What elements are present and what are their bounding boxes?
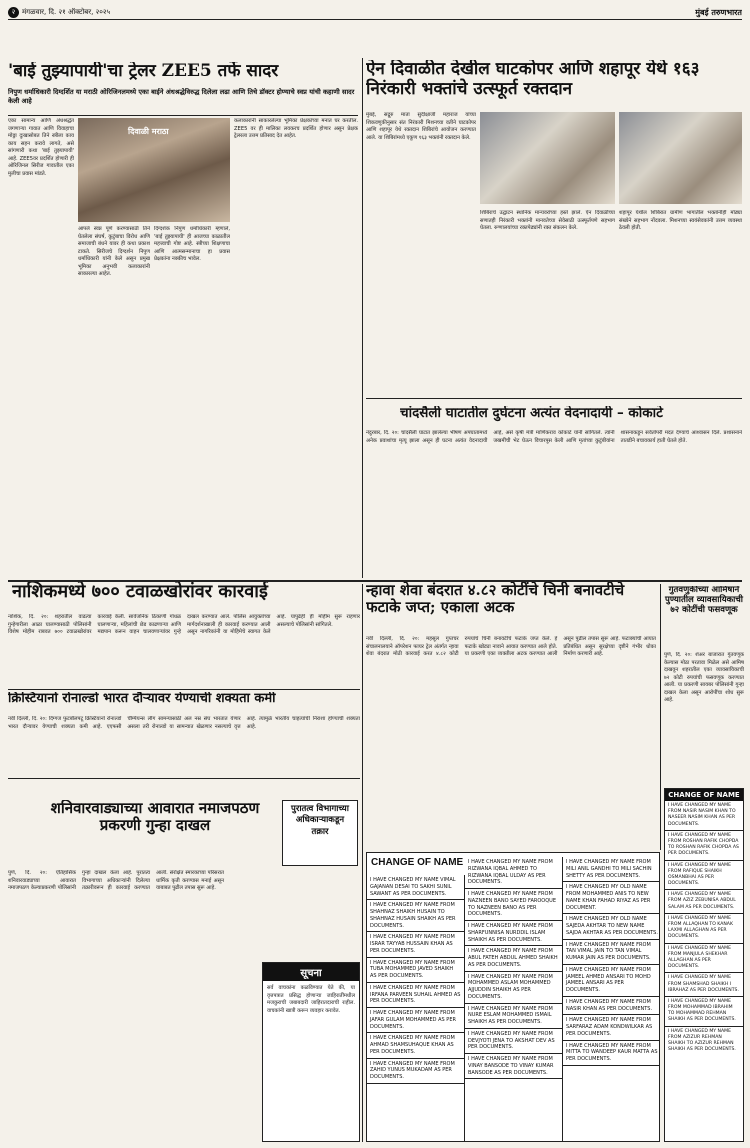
cn-item: I HAVE CHANGED MY OLD NAME SAJEDA AKHTAR TO NEW NAME SAJDA AKHTAR AS PER DOCUMENTS. (563, 914, 660, 939)
cn-main-title: CHANGE OF NAME (371, 857, 464, 868)
story3-body: नंदुरबार, दि. २०: चांदसैली घाटात झालेल्या भीषण अपघातामध्ये अनेक प्रवाशांचा मृत्यू झाला असून ही घटना अत्यंत वेदनादायी आहे, असे कृषी मंत्री माणिकराव कोकाटे यांनी सांगितले. त्यांनी जखमींची भेट घेऊन विचारपूस केली आणि मृतांच्या कुटुंबीयांना शासनाकडून सर्वतोपरी मदत देण्याचे आश्वासन दिले. प्रशासनाने तातडीने बचावकार्य हाती घेतले होते. (366, 430, 742, 444)
cn-item: I HAVE CHANGED MY NAME FROM MOHAMMED ASLAM MOHAMMED AJJUDDIN SHAIKH AS PER DOCUMENTS. (465, 972, 562, 1004)
masthead (8, 6, 742, 20)
cn-item: I HAVE CHANGED MY NAME FROM NASIR KHAN AS PER DOCUMENTS. (563, 997, 660, 1016)
notice-box (262, 962, 360, 1142)
story7-headline: शनिवारवाड्याच्या आवारात नमाजपठण प्रकरणी गुन्हा दाखल (50, 800, 260, 835)
cn-item: I HAVE CHANGED MY NAME FROM ABUL FATEH ABDUL AHMED SHAIKH AS PER DOCUMENTS. (465, 946, 562, 971)
notice-title: सूचना (263, 963, 359, 981)
cn-item: I HAVE CHANGED MY NAME FROM MILI ANIL GANDHI TO MILI SACHIN SHETTY AS PER DOCUMENTS. (563, 857, 660, 882)
cn-item: I HAVE CHANGED MY NAME FROM RIZWANA IQBAL AHMED TO RIZWANA IQBAL ULDAY AS PER DOCUMENTS. (465, 857, 562, 889)
cn-side-item: I HAVE CHANGED MY NAME FROM MOHAMMAD IBRAHIM TO MOHAMMAD REHMAN SHAIKH AS PER DOCUMENTS. (665, 997, 743, 1027)
story3-headline: चांदसैली घाटातील दुर्घटना अत्यंत वेदनादायी – कोकाटे (400, 406, 663, 421)
dateline-text: मंगळवार, दि. २१ ऑक्टोबर, २०२५ (22, 8, 111, 16)
story1-col3: दिग्दर्शक निपुण धर्माधिकारी म्हणाले, 'बाई तुझ्यापायी' ही आजच्या काळातील महत्त्वाची गोष्ट आहे. स्त्रीच्या शिक्षणाचा आणि आत्मसन्मानाचा हा प्रवास प्रेक्षकांना नक्कीच भावेल. (154, 226, 230, 263)
cn-item: I HAVE CHANGED MY NAME FROM DEVJYOTI JENA TO AKSHAT DEV AS PER DOCUMENTS. (465, 1029, 562, 1054)
story1-col4: कलाकारांनी साकारलेल्या भूमिका प्रेक्षकांच्या मनात घर करतील. ZEE5 वर ही मालिका लवकरच प्रदर्शित होणार असून प्रेक्षक ट्रेलरला उत्तम प्रतिसाद देत आहेत. (234, 118, 358, 140)
cn-side-item: I HAVE CHANGED MY NAME FROM AZIZUR REHMAN SHAIKH TO AZIZUR REHMAN SHAIKH AS PER DOCUMENTS. (668, 1028, 736, 1053)
cn-item: I HAVE CHANGED MY NAME FROM SHAHNAZ SHAIKH HUSAIN TO SHAHNAZ HUSAIN SHAIKH AS PER DOCUMENTS. (367, 900, 464, 932)
story2-rule (366, 398, 742, 399)
cn-col-1 (367, 875, 465, 1142)
cn-side-box (664, 788, 744, 1142)
cn-item: I HAVE CHANGED MY NAME FROM SARFARAZ ADAM KONDWILKAR AS PER DOCUMENTS. (563, 1015, 660, 1040)
cn-item: I HAVE CHANGED MY NAME FROM JAFAR GULAM MOHAMMED AS PER DOCUMENTS. (367, 1008, 464, 1033)
cn-side-item: I HAVE CHANGED MY NAME FROM NASIR NASIM KHAN TO NASEER NASIM KHAN AS PER DOCUMENTS. (665, 801, 743, 831)
cn-item: I HAVE CHANGED MY NAME FROM JAMEEL AHMED ANSARI TO MOHD JAMEEL ANSARI AS PER DOCUMENTS. (563, 965, 660, 997)
cn-item: I HAVE CHANGED MY NAME FROM MITTA TO WANDEEP KAUR MATTA AS PER DOCUMENTS. (563, 1041, 660, 1066)
story7-inset: पुरातत्व विभागाच्या अधिकाऱ्याकडून तक्रार (282, 800, 358, 866)
story2-headline: ऐन दिवाळीत देखील घाटकोपर आणि शहापूर येथे १६३ निरंकारी भक्तांचे उत्स्फूर्त रक्तदान (366, 60, 700, 99)
story6-body: नवी दिल्ली, दि. २०: दिग्गज फुटबॉलपटू क्रिस्टियानो रोनाल्डो भारत दौऱ्यावर येण्याची शक्यता कमी आहे. एएफसी चॅम्पियन्स लीग सामन्यासाठी अल नस्र संघ भारतात येणार असला तरी रोनाल्डो या सामन्यात खेळणार नसल्याचे वृत्त आहे. त्यामुळे भारतीय चाहत्यांची निराशा होण्याची शक्यता आहे. (8, 716, 360, 730)
story8-body: पुणे, दि. २०: शेअर बाजारात गुंतवणूक केल्यास मोठा परतावा मिळेल असे आमिष दाखवून शहरातील एका व्यावसायिकाची ७२ कोटी रुपयांची फसवणूक करण्यात आली. या प्रकरणी सायबर पोलिसांनी गुन्हा दाखल केला असून आरोपींचा शोध सुरू आहे. (664, 652, 744, 704)
cn-side-item: I HAVE CHANGED MY NAME FROM AZIZ ZEBUNISA ABDUL SALAM AS PER DOCUMENTS. (665, 890, 743, 914)
story4-body: नाशिक, दि. २०: शहरातील वाढत्या गुन्हेगारीला आळा घालण्यासाठी पोलिसांनी विशेष मोहीम राबवत ७०० टवाळखोरांवर कारवाई केली. सार्वजनिक ठिकाणी गोंधळ घालणाऱ्या, महिलांची छेड काढणाऱ्या आणि मद्यपान करून वाहन चालवणाऱ्यांवर गुन्हे दाखल करण्यात आले. पोलिस आयुक्तांच्या मार्गदर्शनाखाली ही कारवाई करण्यात आली असून नागरिकांनी या मोहिमेचे स्वागत केले आहे. यापुढेही ही मोहीम सुरू राहणार असल्याचे पोलिसांनी सांगितले. (8, 614, 360, 636)
column-separator (660, 584, 661, 850)
story1-deck: निपुण धर्माधिकारी दिग्दर्शित या मराठी ओरिजिनलमध्ये एका बाईने अंधश्रद्धेविरुद्ध दिलेला लढा आणि तिचे डॉक्टर होण्याचे स्वप्न यांची कहाणी सादर केली आहे (8, 88, 355, 106)
column-separator (362, 58, 363, 578)
cn-item: I HAVE CHANGED MY NAME FROM AHMAD SHAMSUHAQUE KHAN AS PER DOCUMENTS. (367, 1033, 464, 1058)
notice-body: सर्व वाचकांना कळविण्यात येते की, या वृत्तपत्रात प्रसिद्ध होणाऱ्या जाहिरातींमधील मजकुराची जबाबदारी जाहिरातदाराची राहील. वाचकांनी खात्री करून व्यवहार करावेत. (267, 985, 355, 1014)
cn-item: I HAVE CHANGED MY NAME FROM TAN VIMAL JAIN TO TAN VIMAL KUMAR JAIN AS PER DOCUMENTS. (563, 940, 660, 965)
story4-headline: नाशिकमध्ये ७०० टवाळखोरांवर कारवाई (12, 582, 268, 602)
cn-side-item: I HAVE CHANGED MY NAME FROM MANJULA SHEKHAR ALLAGHAN AS PER DOCUMENTS. (665, 944, 743, 974)
dateline (8, 7, 110, 18)
cn-item: I HAVE CHANGED MY NAME FROM IRFANA PARVEEN SUHAIL AHMED AS PER DOCUMENTS. (367, 983, 464, 1008)
story4-rule (8, 689, 360, 690)
cn-item: I HAVE CHANGED MY NAME FROM ISRAR TAYYAB HUSSAIN KHAN AS PER DOCUMENTS. (367, 932, 464, 957)
story2-col3: शहापूर येथील शिबिरात ग्रामीण भागातील भक्तांनीही मोठ्या संख्येने सहभाग नोंदवला. मिशनच्या स्वयंसेवकांनी उत्तम व्यवस्था ठेवली होती. (619, 210, 742, 232)
story2-col1: मुंबई, सद्गुरु माता सुदीक्षाजी महाराज यांच्या शिकवणुकीनुसार संत निरंकारी मिशनच्या वतीने घाटकोपर आणि शहापूर येथे रक्तदान शिबिरांचे आयोजन करण्यात आले. या शिबिरांमध्ये एकूण १६३ भक्तांनी रक्तदान केले. (366, 112, 476, 141)
cn-side-item: I HAVE CHANGED MY NAME FROM ROSHAN RAFIK CHOPDA TO ROSHAN RAFIK CHOPDA AS PER DOCUMENTS. (665, 831, 743, 861)
story8-headline: गुंतवणुकीच्या आमिषाने पुण्यातील व्यावसायिकाची ७२ कोटींची फसवणूक (665, 586, 743, 615)
cn-col-3 (563, 857, 660, 1142)
story5-body: नवी दिल्ली, दि. २०: महसूल गुप्तचर संचालनालयाने ऑपरेशन फायर ट्रेल अंतर्गत न्हावा शेवा बंदरात मोठी कारवाई करत ४.८२ कोटी रुपयांचे चिनी बनावटीचे फटाके जप्त केले. हे फटाके खोट्या नावाने आयात करण्यात आले होते. या प्रकरणी एका व्यक्तीला अटक करण्यात आली असून पुढील तपास सुरू आहे. फटाक्यांची आयात प्रतिबंधित असून सुरक्षेच्या दृष्टीने गंभीर धोका निर्माण करणारी आहे. (366, 636, 656, 658)
cn-item: I HAVE CHANGED MY NAME FROM SHARFUNNISA NURDDIL ISLAM SHAIKH AS PER DOCUMENTS. (465, 921, 562, 946)
cn-col-2 (465, 857, 563, 1142)
story1-photo-caption: दिवाळी मराठा (128, 127, 169, 136)
story2-photo-1 (480, 112, 615, 204)
story1-photo (78, 118, 230, 222)
cn-item: I HAVE CHANGED MY NAME FROM NAZNEEN BANO SAYED FAROOQUE TO NAZNEEN BANO AS PER DOCUMENTS. (465, 889, 562, 921)
cn-item: I HAVE CHANGED MY NAME FROM ZAHID YUNUS MUKADAM AS PER DOCUMENTS. (367, 1059, 464, 1084)
story1-rule (8, 115, 358, 116)
cn-item: I HAVE CHANGED MY NAME FROM TUBA MOHAMMED JAVED SHAIKH AS PER DOCUMENTS. (367, 958, 464, 983)
story1-col2: आपले स्वप्न पूर्ण करण्यासाठी तिने घेतलेला संघर्ष, कुटुंबाचा विरोध आणि समाजाची बंधने यावर ही कथा प्रकाश टाकते. सिरीजचे दिग्दर्शन निपुण धर्माधिकारी यांनी केले असून प्रमुख भूमिका अनुभवी कलाकारांनी साकारल्या आहेत. (78, 226, 150, 278)
cn-item: I HAVE CHANGED MY OLD NAME FROM MOHAMMED ANIS TO NEW NAME KHAN FAHAD RIYAZ AS PER DOCUMENT. (563, 882, 660, 914)
column-separator (362, 584, 363, 1142)
cn-item: I HAVE CHANGED MY NAME FROM VINAY BANSODE TO VINAY KUMAR BANSODE AS PER DOCUMENTS. (465, 1054, 562, 1079)
page-number: २ (8, 7, 19, 18)
cn-item: I HAVE CHANGED MY NAME VIMAL GAJANAN DESAI TO SAKHI SUNIL SAWANT AS PER DOCUMENTS. (367, 875, 464, 900)
story6-rule (8, 778, 360, 779)
cn-side-item: I HAVE CHANGED MY NAME FROM RAFIQUE SHAIKH OSMANBHAI AS PER DOCUMENTS. (665, 861, 743, 891)
cn-item: I HAVE CHANGED MY NAME FROM NURE ESLAM MOHAMMED ISMAIL SHAIKH AS PER DOCUMENTS. (465, 1004, 562, 1029)
story1-headline: 'बाई तुझ्यापायी'चा ट्रेलर ZEE5 तर्फे सादर (8, 62, 279, 81)
story5-headline: न्हावा शेवा बंदरात ४.८२ कोटींचे चिनी बनावटीचे फटाके जप्त; एकाला अटक (366, 582, 625, 617)
story1-col1: एका सामान्य आणि अंधश्रद्धेत जगणाऱ्या गावात आणि विवाहाचा मोठ्ठा दुःखासोबत तिने स्त्रीला काय काय सहन करावे लागते, असे सांगणारी कथा 'बाई तुझ्यापायी' आहे. ZEE5वर प्रदर्शित होणारी ही ओरिजिनल सिरीज गावातील एका मुलीचा प्रवास मांडते. (8, 118, 74, 177)
story6-headline: क्रिस्टियानो रोनाल्डो भारत दौऱ्यावर येण्याची शक्यता कमी (8, 692, 276, 706)
cn-side-title: CHANGE OF NAME (665, 789, 743, 801)
cn-main (366, 852, 660, 1142)
cn-side-item: I HAVE CHANGED MY NAME FROM SHAMSHAD SHAIKH I IBRAHAZ AS PER DOCUMENTS. (665, 973, 743, 997)
paper-name: मुंबई तरुणभारत (695, 8, 742, 17)
story7-body: पुणे, दि. २०: ऐतिहासिक शनिवारवाड्याच्या आवारात नमाजपठण केल्याप्रकरणी पोलिसांनी गुन्हा दाखल केला आहे. पुरातत्व विभागाच्या अधिकाऱ्यांनी दिलेल्या तक्रारीवरून ही कारवाई करण्यात आली. संरक्षित स्मारकाच्या परिसरात धार्मिक कृती करण्यास मनाई असून याबाबत पुढील तपास सुरू आहे. (8, 870, 224, 892)
cn-side-item: I HAVE CHANGED MY NAME FROM ALLAQHAN TO KANAK LAXMI ALLAGHAN AS PER DOCUMENTS. (665, 914, 743, 944)
story2-col2: शिबिराचे उद्घाटन स्थानिक मान्यवरांच्या हस्ते झाले. ऐन दिवाळीच्या सणातही निरंकारी भक्तांनी मानवतेच्या सेवेसाठी उत्स्फूर्तपणे सहभाग घेतला. रुग्णालयांच्या रक्तपेढ्यांनी रक्त संकलन केले. (480, 210, 615, 232)
story2-photo-2 (619, 112, 742, 204)
